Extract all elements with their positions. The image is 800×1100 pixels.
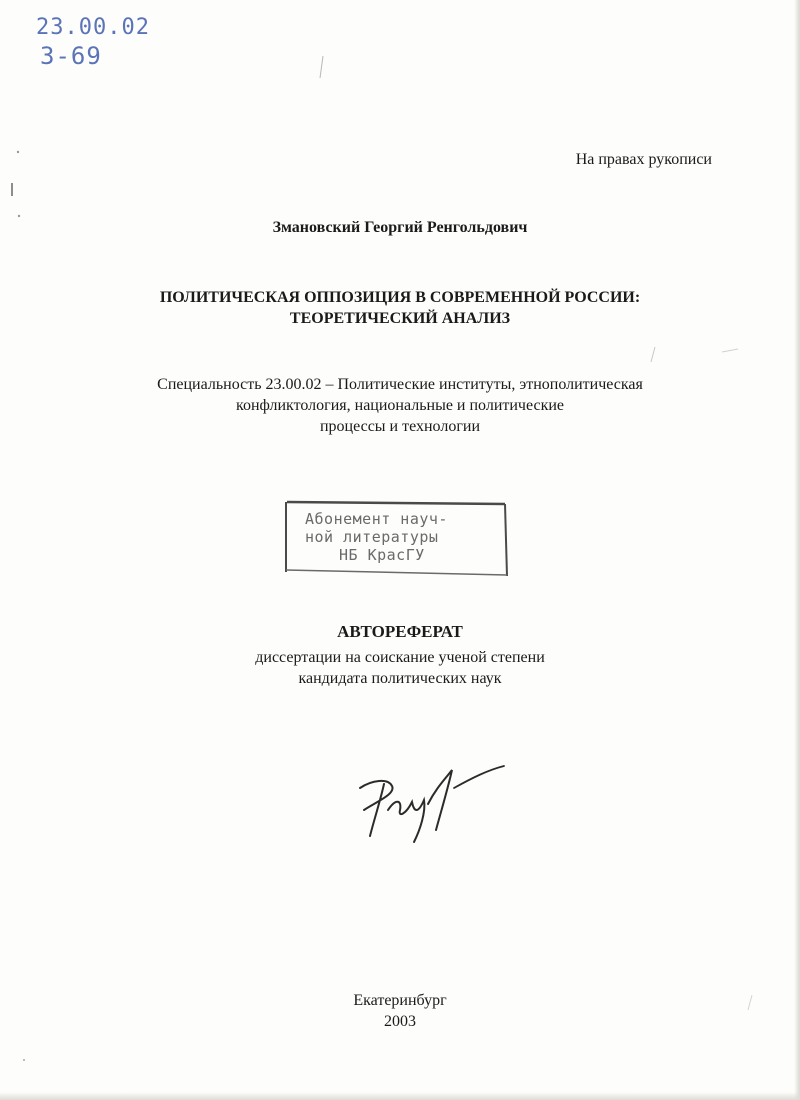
degree-block — [0, 647, 800, 689]
stamp-line: ной литературы — [305, 528, 439, 546]
stamp-text — [305, 510, 505, 564]
specialty-line: конфликтология, национальные и политические — [235, 397, 565, 414]
stamp-line: Абонемент науч- — [305, 510, 448, 528]
scan-edge — [0, 1092, 800, 1100]
place-and-year — [0, 990, 800, 1032]
specialty-block — [0, 374, 800, 437]
specialty-line: процессы и технологии — [319, 418, 481, 435]
city-name: Екатеринбург — [353, 992, 447, 1009]
title-line: ТЕОРЕТИЧЕСКИЙ АНАЛИЗ — [289, 310, 511, 327]
library-stamp — [283, 498, 509, 576]
document-type: АВТОРЕФЕРАТ — [337, 622, 463, 641]
handwritten-signature — [354, 758, 514, 850]
stamp-line: НБ КрасГУ — [339, 546, 425, 564]
catalog-specialty-code: 23.00.02 — [36, 15, 150, 40]
author-name: Змановский Георгий Ренгольдович — [272, 219, 528, 236]
degree-line: диссертации на соискание ученой степени — [255, 649, 545, 666]
dissertation-title — [0, 287, 800, 329]
specialty-line: Специальность 23.00.02 – Политические институты, этнополитическая — [157, 376, 643, 393]
degree-line: кандидата политических наук — [298, 670, 502, 687]
catalog-shelf-mark: З-69 — [40, 42, 102, 70]
scan-edge — [794, 0, 800, 1100]
publication-year: 2003 — [384, 1013, 416, 1030]
title-line: ПОЛИТИЧЕСКАЯ ОППОЗИЦИЯ В СОВРЕМЕННОЙ РОССИИ: — [159, 289, 641, 306]
handwritten-catalog-note — [36, 14, 150, 70]
rights-notice: На правах рукописи — [575, 151, 712, 168]
